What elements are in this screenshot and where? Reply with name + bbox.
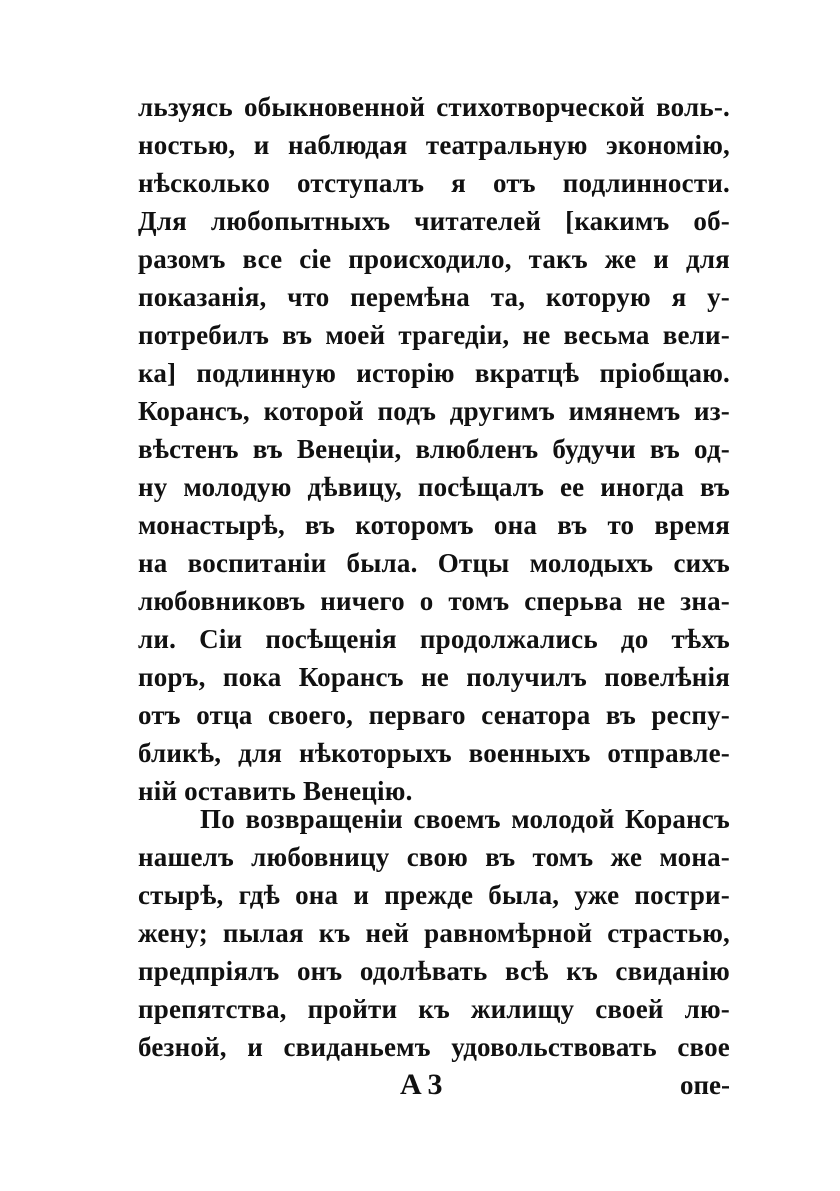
signature-mark: A 3 (400, 1068, 443, 1101)
paragraph-2 (138, 800, 730, 1066)
text-line: отъ отца своего, перваго сенатора въ респу- (138, 700, 730, 730)
text-line: бликѣ, для нѣкоторыхъ военныхъ отправле- (138, 738, 730, 768)
text-line: разомъ все сіе происходило, такъ же и для (138, 244, 730, 274)
text-line: жену; пылая къ ней равномѣрной страстью, (138, 918, 730, 948)
text-line: предпріялъ онъ одолѣвать всѣ къ свиданію (138, 956, 730, 986)
text-line: Корансъ, которой подъ другимъ имянемъ из- (138, 396, 730, 426)
text-line: монастырѣ, въ которомъ она въ то время (138, 510, 730, 540)
text-line: ностью, и наблюдая театральную экономію, (138, 130, 730, 160)
text-line: поръ, пока Корансъ не получилъ повелѣнія (138, 662, 730, 692)
text-line: По возвращеніи своемъ молодой Корансъ (200, 804, 730, 834)
text-line: ну молодую дѣвицу, посѣщалъ ее иногда въ (138, 472, 730, 502)
text-line: показанія, что перемѣна та, которую я у- (138, 282, 730, 312)
text-line: вѣстенъ въ Венеціи, влюбленъ будучи въ од- (138, 434, 730, 464)
text-line: нѣсколько отступалъ я отъ подлинности. (138, 168, 730, 198)
page-footer (138, 1064, 730, 1106)
text-line: стырѣ, гдѣ она и прежде была, уже постри- (138, 880, 730, 910)
catchword: опе- (679, 1070, 730, 1100)
text-line: льзуясь обыкновенной стихотворческой воль-. (138, 92, 730, 122)
text-line: на воспитаніи была. Отцы молодыхъ сихъ (138, 548, 730, 578)
text-line: ли. Сіи посѣщенія продолжались до тѣхъ (138, 624, 730, 654)
text-line: безной, и свиданьемъ удовольствовать свое (138, 1032, 730, 1062)
text-line: препятства, пройти къ жилищу своей лю- (138, 994, 730, 1024)
text-line: ка] подлинную исторію вкратцѣ пріобщаю. (138, 358, 730, 388)
paragraph-1 (138, 88, 730, 810)
text-line: Для любопытныхъ читателей [какимъ об- (138, 206, 730, 236)
text-line: ній оставить Венецію. (138, 776, 413, 806)
text-line: нашелъ любовницу свою въ томъ же мона- (138, 842, 730, 872)
text-line: потребилъ въ моей трагедіи, не весьма вели- (138, 320, 730, 350)
text-line: любовниковъ ничего о томъ сперьва не зна- (138, 586, 730, 616)
